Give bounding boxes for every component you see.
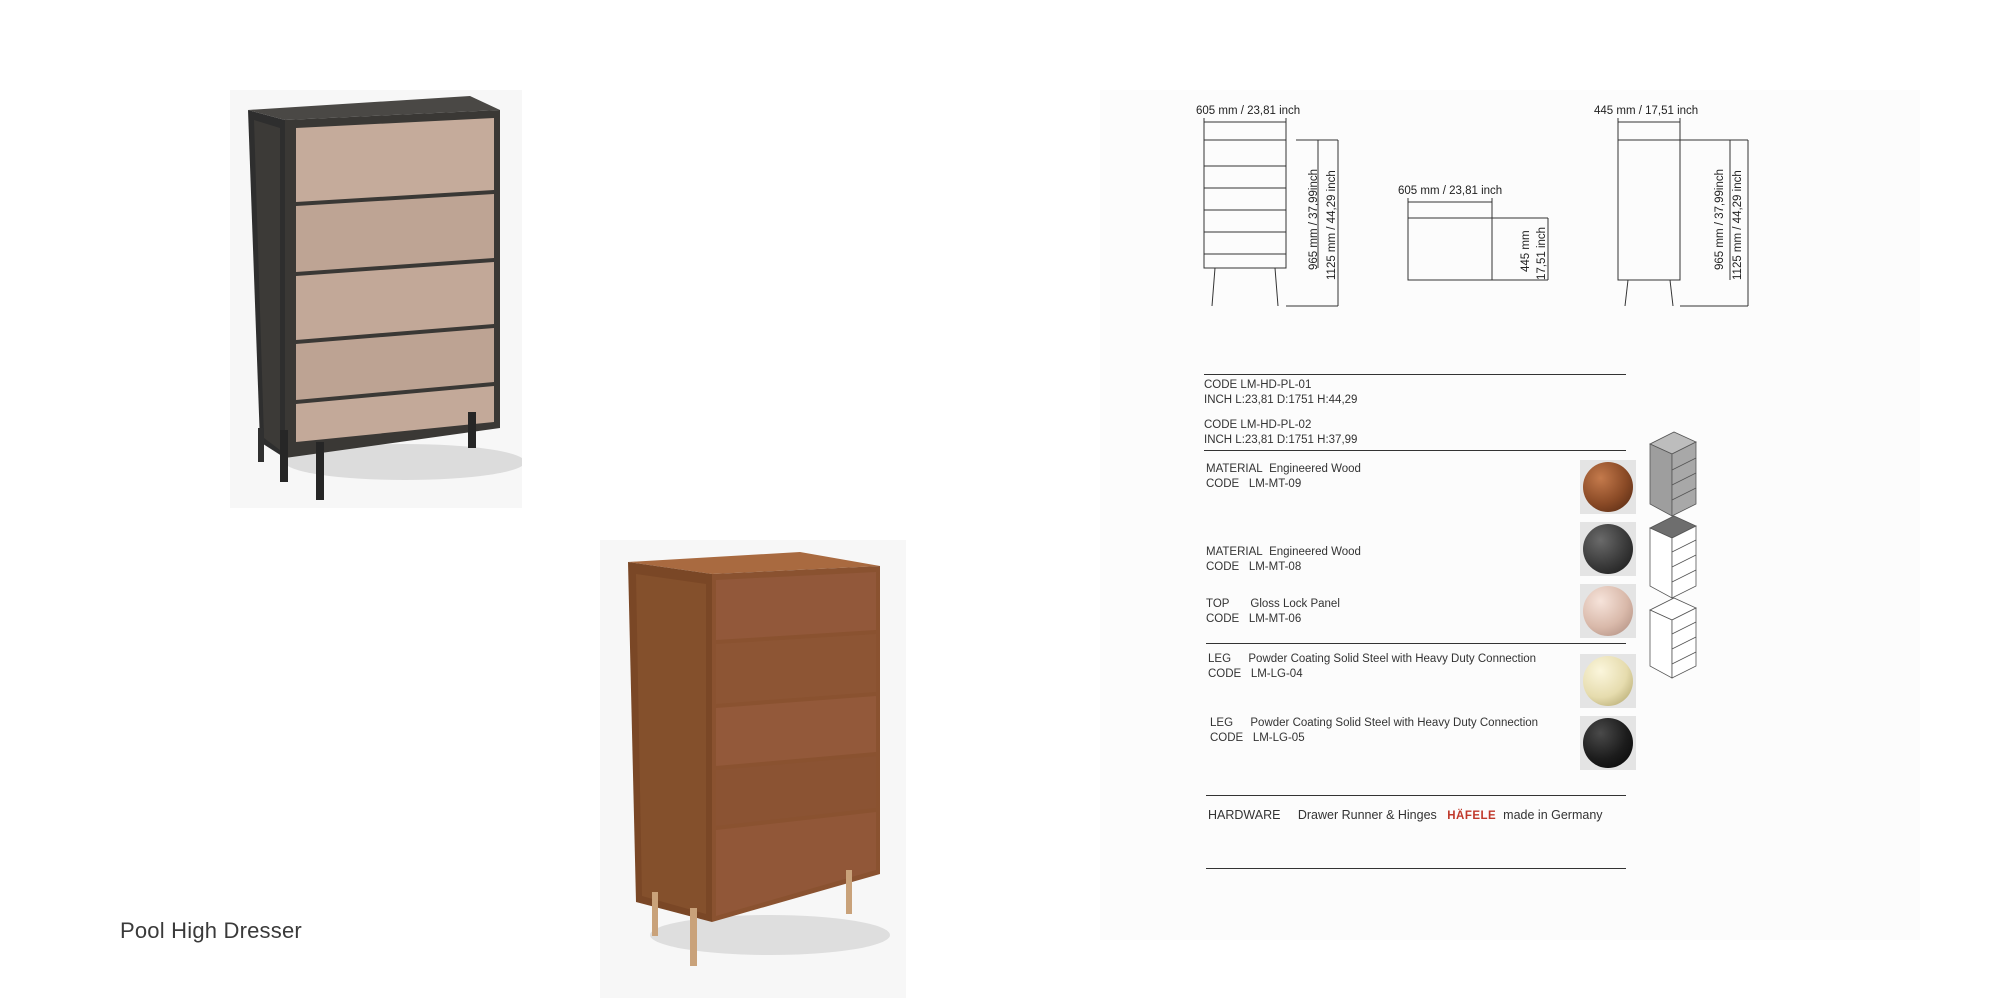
material-label: MATERIAL xyxy=(1206,546,1263,558)
swatch-walnut xyxy=(1580,460,1636,514)
product-title: Pool High Dresser xyxy=(120,918,302,943)
material-value: Powder Coating Solid Steel with Heavy Duty Connection xyxy=(1250,717,1539,729)
hardware-label: HARDWARE xyxy=(1208,808,1281,822)
material-code-label: CODE xyxy=(1206,478,1240,490)
code-block-02 xyxy=(1204,418,1357,448)
product-code: CODE LM-HD-PL-02 xyxy=(1204,419,1312,431)
material-label: LEG xyxy=(1210,717,1234,729)
product-inch: INCH L:23,81 D:1751 H:44,29 xyxy=(1204,394,1358,406)
side-height-total-dim: 1125 mm / 44,29 inch xyxy=(1732,170,1744,280)
material-label: LEG xyxy=(1208,653,1232,665)
material-code: LM-LG-04 xyxy=(1250,668,1303,680)
front-height-body-dim: 965 mm / 37,99inch xyxy=(1308,168,1320,270)
divider-rule xyxy=(1206,795,1626,796)
material-code-label: CODE xyxy=(1210,732,1244,744)
top-width-dim: 605 mm / 23,81 inch xyxy=(1398,185,1503,197)
material-label: TOP xyxy=(1206,598,1230,610)
product-photo-dark xyxy=(230,90,522,508)
hardware-origin: made in Germany xyxy=(1503,808,1603,822)
product-code: CODE LM-HD-PL-01 xyxy=(1204,379,1312,391)
material-row-3 xyxy=(1206,597,1340,627)
front-width-dim: 605 mm / 23,81 inch xyxy=(1196,105,1301,117)
spec-sheet xyxy=(1100,90,1920,940)
divider-rule xyxy=(1206,868,1626,869)
material-row-2 xyxy=(1206,545,1361,575)
material-code: LM-LG-05 xyxy=(1252,732,1305,744)
material-value: Engineered Wood xyxy=(1269,463,1361,475)
swatch-dark-wood xyxy=(1580,522,1636,576)
swatch-black-leg xyxy=(1580,716,1636,770)
product-inch: INCH L:23,81 D:1751 H:37,99 xyxy=(1204,434,1358,446)
material-code-label: CODE xyxy=(1208,668,1242,680)
dresser-walnut-render xyxy=(600,540,906,998)
dresser-dark-render xyxy=(230,90,522,508)
material-value: Engineered Wood xyxy=(1269,546,1361,558)
side-width-dim: 445 mm / 17,51 inch xyxy=(1594,105,1699,117)
side-height-body-dim: 965 mm / 37,99inch xyxy=(1714,168,1726,270)
code-block-01 xyxy=(1204,378,1357,408)
hardware-value: Drawer Runner & Hinges xyxy=(1297,808,1437,822)
product-photo-walnut xyxy=(600,540,906,998)
material-value: Powder Coating Solid Steel with Heavy Duty Connection xyxy=(1248,653,1537,665)
material-code: LM-MT-09 xyxy=(1248,478,1302,490)
divider-rule xyxy=(1204,374,1626,375)
material-row-4 xyxy=(1208,652,1536,682)
material-code-label: CODE xyxy=(1206,613,1240,625)
material-value: Gloss Lock Panel xyxy=(1250,598,1340,610)
divider-rule xyxy=(1206,643,1626,644)
material-code: LM-MT-06 xyxy=(1248,613,1302,625)
material-code: LM-MT-08 xyxy=(1248,561,1302,573)
material-row-5 xyxy=(1210,716,1538,746)
hafele-logo: HÄFELE xyxy=(1447,810,1497,822)
swatch-gloss-panel xyxy=(1580,584,1636,638)
material-row-1 xyxy=(1206,462,1361,492)
technical-drawings xyxy=(1100,90,1920,320)
material-label: MATERIAL xyxy=(1206,463,1263,475)
top-depth-mm-dim: 445 mm xyxy=(1520,230,1532,272)
swatch-beige-leg xyxy=(1580,654,1636,708)
hardware-row xyxy=(1208,808,1603,822)
divider-rule xyxy=(1204,450,1626,451)
configuration-sketches xyxy=(1640,430,1710,690)
material-code-label: CODE xyxy=(1206,561,1240,573)
front-height-total-dim: 1125 mm / 44,29 inch xyxy=(1326,170,1338,280)
top-depth-inch-dim: 17,51 inch xyxy=(1536,226,1548,280)
